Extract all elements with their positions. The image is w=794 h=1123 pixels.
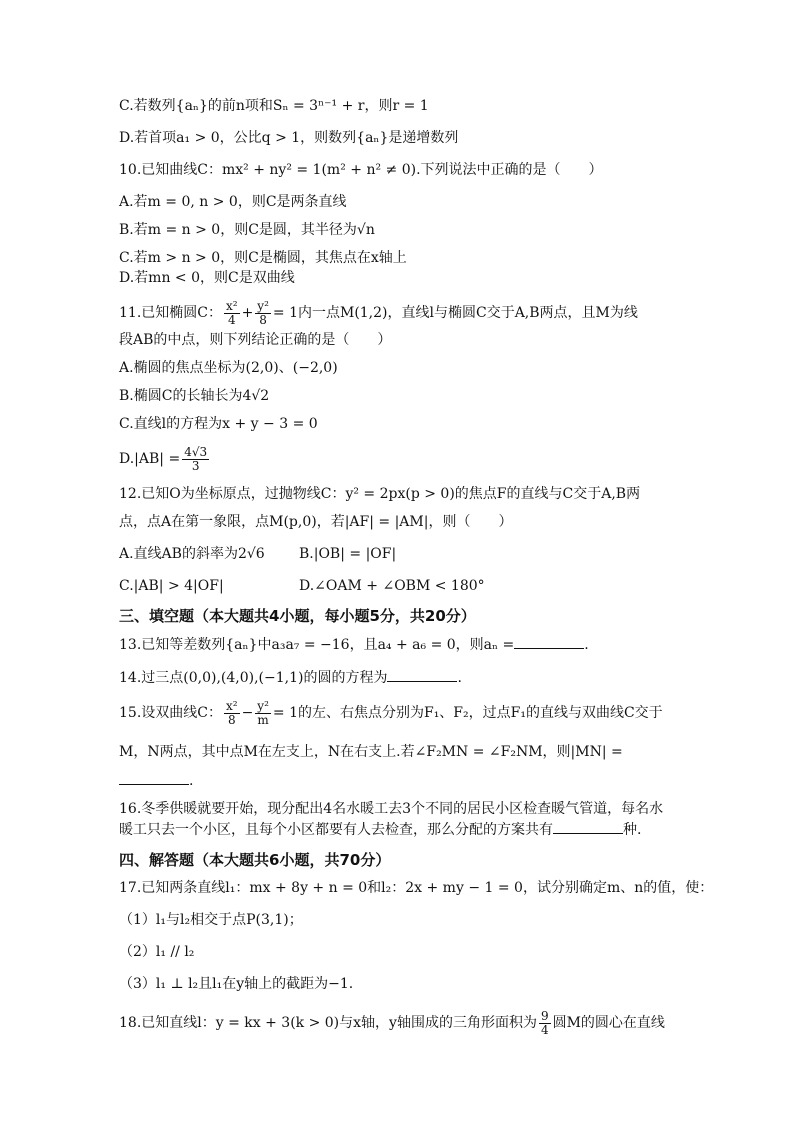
q12-option-d: D.∠OAM + ∠OBM < 180° [299, 578, 485, 594]
q16-text: 暖工只去一个小区，且每个小区都要有人去检查，那么分配的方案共有 [119, 822, 553, 838]
q11-option-d-num: 4√3 [184, 444, 208, 459]
q10-option-c: C.若m > n > 0，则C是椭圆，其焦点在x轴上 [119, 250, 407, 266]
q12-options-cd [119, 576, 679, 596]
q11-frac-y-den: 8 [259, 312, 267, 327]
q15-frac-x [224, 700, 240, 727]
q11-option-d-pre: D.|AB| = [119, 451, 181, 467]
q15-minus: − [241, 705, 254, 721]
q11-option-d-den: 3 [191, 458, 200, 473]
q10-option-a: A.若m = 0, n > 0，则C是两条直线 [119, 194, 347, 210]
q16-line1: 16.冬季供暖就要开始，现分配出4名水暖工去3个不同的居民小区检查暖气管道，每名水 [119, 801, 664, 817]
q12-stem-line2: 点，点A在第一象限，点M(p,0)，若|AF| = |AM|，则（ ） [119, 514, 513, 530]
q18-stem [119, 1006, 679, 1040]
q13-end: . [584, 637, 589, 653]
q11-frac-y-num: y² [257, 298, 269, 313]
q14 [119, 667, 679, 688]
q17-part1: （1）l₁与l₂相交于点P(3,1)； [119, 912, 303, 928]
q13-text: 13.已知等差数列{aₙ}中a₃a₇ = −16，且a₄ + a₆ = 0，则aₙ = [119, 637, 515, 653]
q16-end: 种. [623, 822, 642, 838]
q14-end: . [457, 670, 462, 686]
exam-content [119, 96, 714, 1040]
q18-frac-num: 9 [540, 1008, 549, 1023]
answer-blank[interactable] [514, 634, 584, 649]
q11-stem-post: = 1内一点M(1,2)，直线l与椭圆C交于A,B两点，且M为线 [272, 305, 638, 321]
q11-stem-pre: 11.已知椭圆C： [119, 305, 222, 321]
q15-line2: M，N两点，其中点M在左支上，N在右支上.若∠F₂MN = ∠F₂NM，则|MN| = [119, 744, 623, 760]
q16-line2 [119, 819, 679, 840]
q11-stem [119, 296, 679, 330]
q15-pre: 15.设双曲线C： [119, 705, 222, 721]
q11-option-d [119, 442, 679, 476]
q12-options-ab [119, 544, 679, 564]
answer-blank[interactable] [119, 770, 189, 785]
answer-blank[interactable] [387, 667, 457, 682]
q15-frac-x-den: 8 [227, 712, 236, 727]
q11-frac-x-den: 4 [227, 312, 236, 327]
q9-option-d: D.若首项a₁ > 0，公比q > 1，则数列{aₙ}是递增数列 [119, 130, 459, 146]
q15-line1 [119, 696, 679, 730]
q11-option-b: B.椭圆C的长轴长为4√2 [119, 388, 270, 404]
section-fill-in-heading: 三、填空题（本大题共4小题，每小题5分，共20分） [119, 607, 476, 625]
q11-plus: + [241, 305, 254, 321]
q13 [119, 634, 679, 655]
q11-stem-line2: 段AB的中点，则下列结论正确的是（ ） [119, 332, 392, 348]
section-answer-heading: 四、解答题（本大题共6小题，共70分） [119, 851, 391, 869]
q14-text: 14.过三点(0,0),(4,0),(−1,1)的圆的方程为 [119, 670, 388, 686]
q12-stem: 12.已知O为坐标原点，过抛物线C：y² = 2px(p > 0)的焦点F的直线与C交于A,B两 [119, 486, 641, 502]
q18-pre: 18.已知直线l：y = kx + 3(k > 0)与x轴，y轴围成的三角形面积为 [119, 1015, 537, 1031]
q18-frac-den: 4 [540, 1022, 549, 1037]
q15-frac-y [255, 700, 271, 727]
q12-option-a: A.直线AB的斜率为2√6 [119, 546, 265, 562]
q15-line3 [119, 770, 679, 791]
q10-stem: 10.已知曲线C：mx² + ny² = 1(m² + n² ≠ 0).下列说法中正确的是（ ） [119, 162, 603, 178]
q15-frac-x-num: x² [225, 698, 238, 713]
q15-end: . [189, 773, 194, 789]
q11-option-a: A.椭圆的焦点坐标为(2,0)、(−2,0) [119, 360, 338, 376]
q11-frac-x [224, 300, 240, 327]
q15-post: = 1的左、右焦点分别为F₁、F₂，过点F₁的直线与双曲线C交于 [272, 705, 663, 721]
q17-part3: （3）l₁ ⊥ l₂且l₁在y轴上的截距为−1. [119, 976, 354, 992]
q17-stem: 17.已知两条直线l₁：mx + 8y + n = 0和l₂：2x + my − 1 = 0，试分别确定m、n的值，使： [119, 880, 714, 896]
q9-option-c: C.若数列{aₙ}的前n项和Sₙ = 3ⁿ⁻¹ + r，则r = 1 [119, 98, 429, 114]
q15-frac-y-den: m [257, 712, 269, 727]
q15-frac-y-num: y² [257, 698, 269, 713]
q18-post: 圆M的圆心在直线 [552, 1015, 665, 1031]
answer-blank[interactable] [553, 819, 623, 834]
q10-option-b: B.若m = n > 0，则C是圆，其半径为√n [119, 222, 375, 238]
q12-option-b: B.|OB| = |OF| [299, 546, 397, 562]
q11-frac-y [255, 300, 271, 327]
q17-part2: （2）l₁ // l₂ [119, 944, 195, 960]
q18-frac [539, 1010, 551, 1037]
q10-option-d: D.若mn < 0，则C是双曲线 [119, 270, 295, 286]
q11-frac-x-num: x² [225, 298, 238, 313]
q12-option-c: C.|AB| > 4|OF| [119, 578, 224, 594]
q11-option-d-frac [182, 446, 209, 473]
q11-option-c: C.直线l的方程为x + y − 3 = 0 [119, 416, 318, 432]
